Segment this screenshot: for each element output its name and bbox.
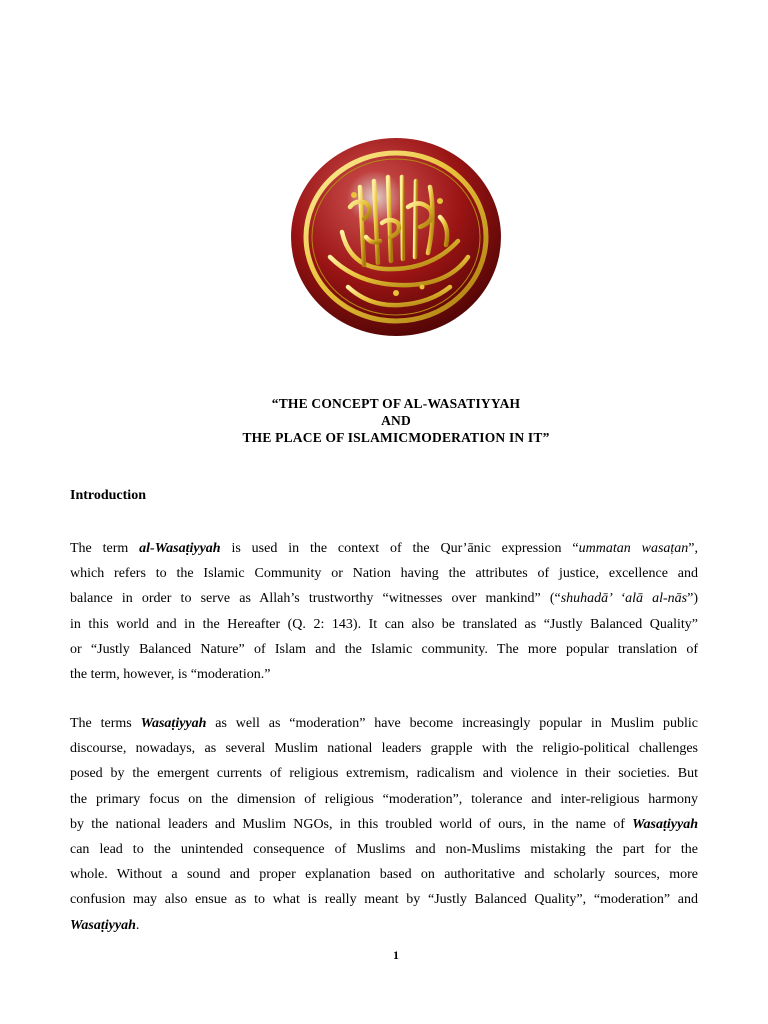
term-ummatan-wasatan: ummatan wasaṭan: [578, 541, 689, 556]
title-line-2: AND: [381, 413, 411, 428]
document-title: [0, 395, 768, 446]
paragraph-1: [70, 536, 698, 687]
paragraph-1-line: the term, however, is “moderation.”: [70, 666, 271, 682]
paragraph-2-line: discourse, nowadays, as several Muslim national leaders grapple with the religio-political challenges: [70, 741, 698, 757]
paragraph-2-line: posed by the emergent currents of religious extremism, radicalism and violence in their societies. But: [70, 766, 698, 782]
paragraph-1-line: in this world and in the Hereafter (Q. 2: 143). It can also be translated as “Justly Balanced Quality”: [70, 616, 698, 632]
text-run: as well as “moderation” have become increasingly popular in Muslim public: [206, 716, 698, 731]
text-run: by the national leaders and Muslim NGOs, in this troubled world of ours, in the name of: [70, 816, 633, 832]
text-run: is used in the context of the Qur’ānic expression “: [220, 541, 579, 556]
paragraph-2-line: confusion may also ensue as to what is really meant by “Justly Balanced Quality”, “moderation” and: [70, 892, 698, 908]
term-shuhada: shuhadā’ ‘alā al-nās: [560, 591, 688, 607]
title-line-3: THE PLACE OF ISLAMICMODERATION IN IT”: [242, 430, 550, 445]
term-al-wasatiyyah: al-Wasaṭiyyah: [139, 541, 221, 556]
text-run: ”): [687, 591, 698, 607]
paragraph-2-line: [70, 711, 698, 736]
paragraph-2: [70, 711, 698, 938]
basmala-seal-icon: [290, 137, 502, 337]
basmala-emblem: [290, 137, 502, 337]
text-run: .: [135, 917, 140, 933]
paragraph-2-line: [70, 812, 698, 837]
text-run: The term: [70, 541, 140, 556]
paragraph-2-line: whole. Without a sound and proper explanation based on authoritative and scholarly sources, more: [70, 867, 698, 883]
paragraph-2-line: the primary focus on the dimension of religious “moderation”, tolerance and inter-religious harmony: [70, 791, 698, 807]
paragraph-1-line: [70, 536, 698, 561]
term-wasatiyyah: Wasaṭiyyah: [140, 716, 207, 731]
page-number: 1: [393, 948, 399, 962]
text-run: balance in order to serve as Allah’s trustworthy “witnesses over mankind” (“: [70, 591, 561, 607]
text-run: ”,: [688, 541, 699, 556]
paragraph-1-line: [70, 586, 698, 611]
term-wasatiyyah: Wasaṭiyyah: [70, 917, 136, 933]
paragraph-1-line: or “Justly Balanced Nature” of Islam and the Islamic community. The more popular translation of: [70, 641, 698, 657]
term-wasatiyyah: Wasaṭiyyah: [632, 816, 698, 832]
paragraph-1-line: which refers to the Islamic Community or Nation having the attributes of justice, excellence and: [70, 566, 698, 582]
title-line-1: “THE CONCEPT OF AL-WASATIYYAH: [271, 396, 521, 411]
text-run: The terms: [70, 716, 141, 731]
introduction-heading: Introduction: [70, 488, 146, 503]
paragraph-2-line: [70, 913, 698, 938]
paragraph-2-line: can lead to the unintended consequence of Muslims and non-Muslims mistaking the part for the: [70, 841, 698, 857]
